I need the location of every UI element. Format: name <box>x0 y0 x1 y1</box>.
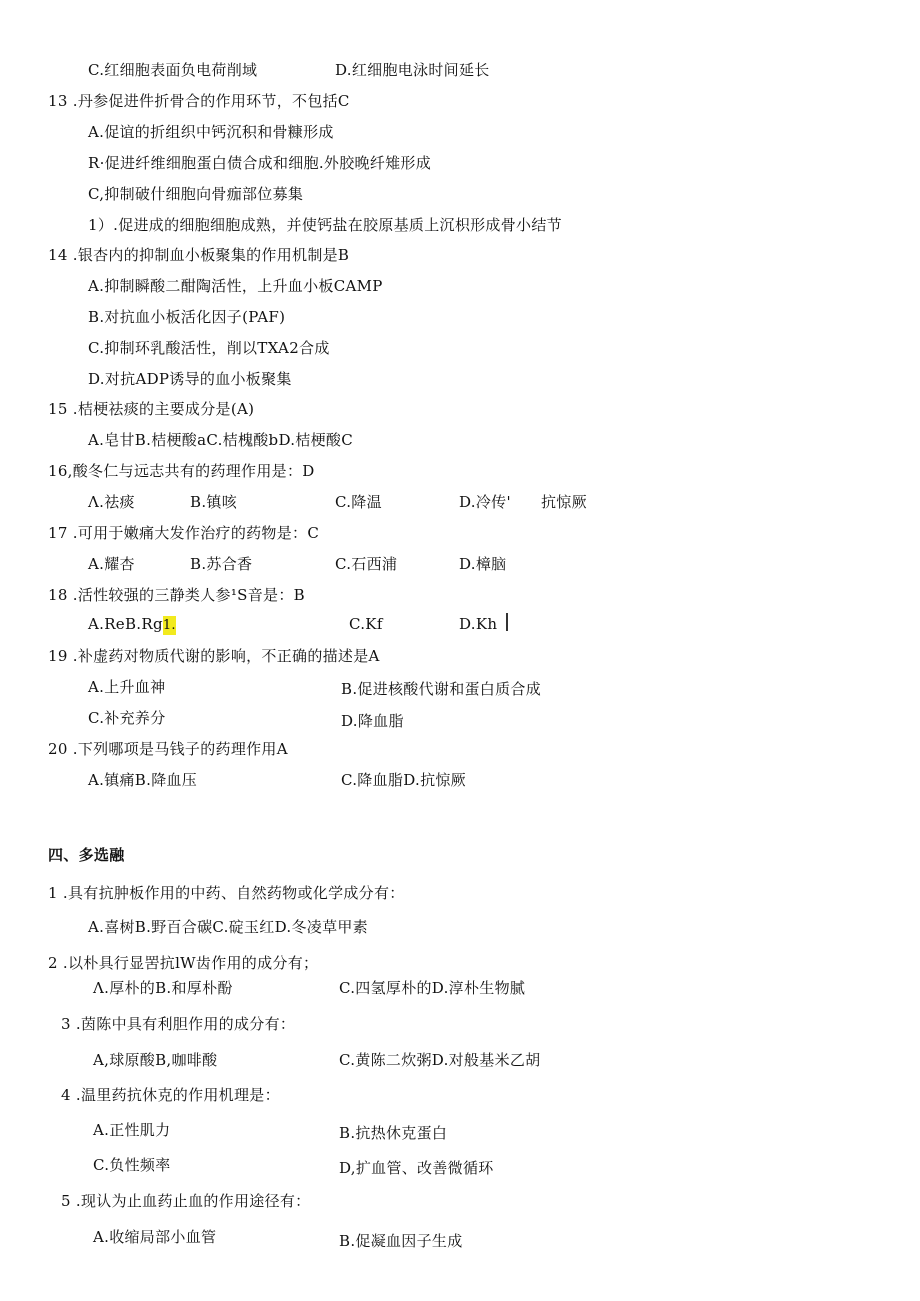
q18-option-d: D.Kh <box>459 615 498 633</box>
m3-options-cd: C.黄陈二炊粥D.对般基米乙胡 <box>339 1051 541 1069</box>
q18-stem: 18 .活性较强的三静类人参¹S音是：B <box>48 586 305 604</box>
q12-option-d: D.红细胞电泳时间延长 <box>335 61 490 79</box>
m2-stem: 2 .以朴具行显罟抗lW齿作用的成分有； <box>48 954 319 972</box>
q12-option-c: C.红细胞表面负电荷削域 <box>88 61 258 79</box>
m5-stem: 5 .现认为止血药止血的作用途径有： <box>61 1192 311 1210</box>
m4-option-c: C.负性频率 <box>93 1156 171 1174</box>
m1-stem: 1 .具有抗肿板作用的中药、自然药物或化学成分有： <box>48 884 405 902</box>
m4-stem: 4 .温里药抗休克的作用机理是： <box>61 1086 280 1104</box>
q16-stem: 16,酸冬仁与远志共有的药理作用是：D <box>48 462 315 480</box>
q17-option-b: B.苏合香 <box>190 555 253 573</box>
q19-stem: 19 .补虚药对物质代谢的影响，不正确的描述是A <box>48 647 380 665</box>
q16-option-d: D.冷传' <box>459 493 511 511</box>
q19-option-b: B.促进核酸代谢和蛋白质合成 <box>341 680 541 698</box>
q16-option-d-tail: 抗惊厥 <box>541 493 587 511</box>
m2-options-cd: C.四氢厚朴的D.淳朴生物腻 <box>339 979 526 997</box>
q20-stem: 20 .下列哪项是马钱子的药理作用A <box>48 740 288 758</box>
q20-options-cd: C.降血脂D.抗惊厥 <box>341 771 466 789</box>
q13-option-b: R·促进纤维细胞蛋白债合成和细胞.外胶晚纤雉形成 <box>88 154 432 172</box>
q18-highlight: 1. <box>162 618 176 633</box>
m1-options: A.喜树B.野百合碳C.碇玉红D.冬凌草甲素 <box>88 918 368 936</box>
m5-option-b: B.促凝血因子生成 <box>339 1232 463 1250</box>
q15-stem: 15 .桔梗祛痰的主要成分是(A) <box>48 400 255 418</box>
m4-option-b: B.抗热休克蛋白 <box>339 1124 448 1142</box>
q18-option-c: C.Kf <box>349 615 383 633</box>
m4-option-a: A.正性肌力 <box>93 1121 171 1139</box>
q14-option-b: B.对抗血小板活化因子(PAF) <box>88 308 286 326</box>
q14-stem: 14 .银杏内的抑制血小板聚集的作用机制是B <box>48 246 350 264</box>
q15-options: A.皂甘B.桔梗酸aC.桔槐酸bD.桔梗酸C <box>88 431 353 449</box>
section-title: 四、多选融 <box>48 846 125 864</box>
q19-option-d: D.降血脂 <box>341 712 404 730</box>
q14-option-d: D.对抗ADP诱导的血小板聚集 <box>88 370 292 388</box>
q16-option-b: B.镇咳 <box>190 493 237 511</box>
q13-option-d: 1）.促进成的细胞细胞成熟，并使钙盐在胶原基质上沉枳形成骨小结节 <box>88 216 562 234</box>
m4-option-d: D,扩血管、改善微循环 <box>339 1159 494 1177</box>
q16-option-c: C.降温 <box>335 493 382 511</box>
q13-option-a: A.促谊的折组织中钙沉积和骨糠形成 <box>88 123 334 141</box>
q14-option-c: C.抑制环乳酸活性，削以TXA2合成 <box>88 339 330 357</box>
q14-option-a: A.抑制瞬酸二酣陶活性，上升血小板CAMP <box>88 277 383 295</box>
m3-stem: 3 .茵陈中具有利胆作用的成分有： <box>61 1015 296 1033</box>
q17-stem: 17 .可用于嫩痛大发作治疗的药物是：C <box>48 524 320 542</box>
q17-option-a: A.耀杏 <box>88 555 135 573</box>
q19-option-a: A.上升血神 <box>88 678 166 696</box>
q13-option-c: C,抑制破什细胞向骨痂部位募集 <box>88 185 304 203</box>
m3-options-ab: A,球原酸B,咖啡酸 <box>93 1051 218 1069</box>
q17-option-c: C.石西浦 <box>335 555 398 573</box>
q13-stem: 13 .丹参促进件折骨合的作用环节，不包括C <box>48 92 350 110</box>
q18-option-ab-text: A.ReB.Rg <box>88 615 163 633</box>
q18-option-ab <box>88 614 176 636</box>
q19-option-c: C.补充养分 <box>88 709 166 727</box>
q16-option-a: Λ.祛痰 <box>88 493 135 511</box>
q20-options-ab: A.镇痛B.降血压 <box>88 771 198 789</box>
q17-option-d: D.樟脑 <box>459 555 507 573</box>
text-cursor-mark <box>506 613 508 631</box>
m2-options-ab: Λ.厚朴的B.和厚朴酚 <box>93 979 233 997</box>
m5-option-a: A.收缩局部小血管 <box>93 1228 217 1246</box>
